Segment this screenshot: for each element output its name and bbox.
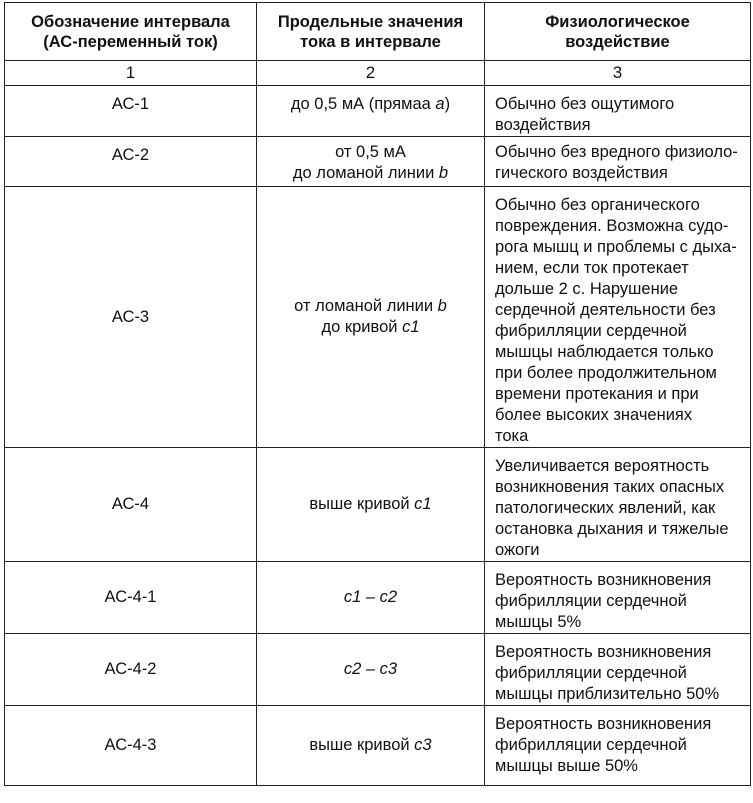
column-number-row <box>5 61 751 86</box>
column-number-3: 3 <box>485 61 751 86</box>
range-symbol: c3 <box>414 736 432 754</box>
range-text: до 0,5 мА (прямаа <box>290 95 436 113</box>
table-row <box>5 187 751 448</box>
interval-range <box>257 448 485 562</box>
interval-range <box>257 562 485 634</box>
header-interval-designation: Обозначение интервала (АС-переменный ток) <box>5 3 257 61</box>
interval-id: АС-2 <box>5 137 257 187</box>
document-page <box>4 2 750 800</box>
interval-id: АС-4-3 <box>5 706 257 786</box>
current-intervals-table <box>4 2 751 786</box>
range-symbol: c1 – c2 <box>343 588 398 606</box>
table-row <box>5 634 751 706</box>
range-text: от ломаной линии <box>294 297 438 315</box>
interval-id: АС-1 <box>5 86 257 137</box>
interval-range <box>257 634 485 706</box>
table-row <box>5 706 751 786</box>
range-text-line2: до кривой <box>321 318 403 336</box>
interval-effect: Обычно без вредного физиоло- гического воздействия <box>485 137 751 187</box>
range-text: от 0,5 мА до ломаной линии <box>292 143 435 182</box>
range-symbol-line2: c1 <box>402 318 420 336</box>
interval-id: АС-3 <box>5 187 257 448</box>
table-row <box>5 562 751 634</box>
interval-range <box>257 706 485 786</box>
interval-effect: Обычно без ощутимого воздействия <box>485 86 751 137</box>
interval-effect: Обычно без органического повреждения. Возможна судо- рога мышц и проблемы с дыха- нием, если ток протекает дольше 2 с. Нарушение сердечной деятельности без фибрилляции сердечной мышцы наблюдается только при более продолжительном времени протекания и при более высоких значениях тока <box>485 187 751 448</box>
range-symbol: a <box>435 95 445 113</box>
table-row <box>5 86 751 137</box>
range-text: выше кривой <box>309 495 415 513</box>
interval-range <box>257 137 485 187</box>
table-row <box>5 448 751 562</box>
range-text: выше кривой <box>309 736 415 754</box>
header-physiological-effect: Физиологическое воздействие <box>485 3 751 61</box>
range-symbol: b <box>437 297 447 315</box>
interval-effect: Вероятность возникновения фибрилляции сердечной мышцы 5% <box>485 562 751 634</box>
interval-range <box>257 187 485 448</box>
range-text-suffix: ) <box>444 95 451 113</box>
range-symbol: c2 – c3 <box>343 660 398 678</box>
table-row <box>5 137 751 187</box>
interval-effect: Вероятность возникновения фибрилляции сердечной мышцы выше 50% <box>485 706 751 786</box>
header-current-limits: Продельные значения тока в интервале <box>257 3 485 61</box>
column-number-2: 2 <box>257 61 485 86</box>
header-row <box>5 3 751 61</box>
range-symbol: b <box>438 164 449 182</box>
interval-effect: Увеличивается вероятность возникновения таких опасных патологических явлений, как остановка дыхания и тяжелые ожоги <box>485 448 751 562</box>
interval-id: АС-4-1 <box>5 562 257 634</box>
interval-range <box>257 86 485 137</box>
column-number-1: 1 <box>5 61 257 86</box>
interval-id: АС-4-2 <box>5 634 257 706</box>
interval-effect: Вероятность возникновения фибрилляции сердечной мышцы приблизительно 50% <box>485 634 751 706</box>
range-symbol: c1 <box>414 495 432 513</box>
interval-id: АС-4 <box>5 448 257 562</box>
